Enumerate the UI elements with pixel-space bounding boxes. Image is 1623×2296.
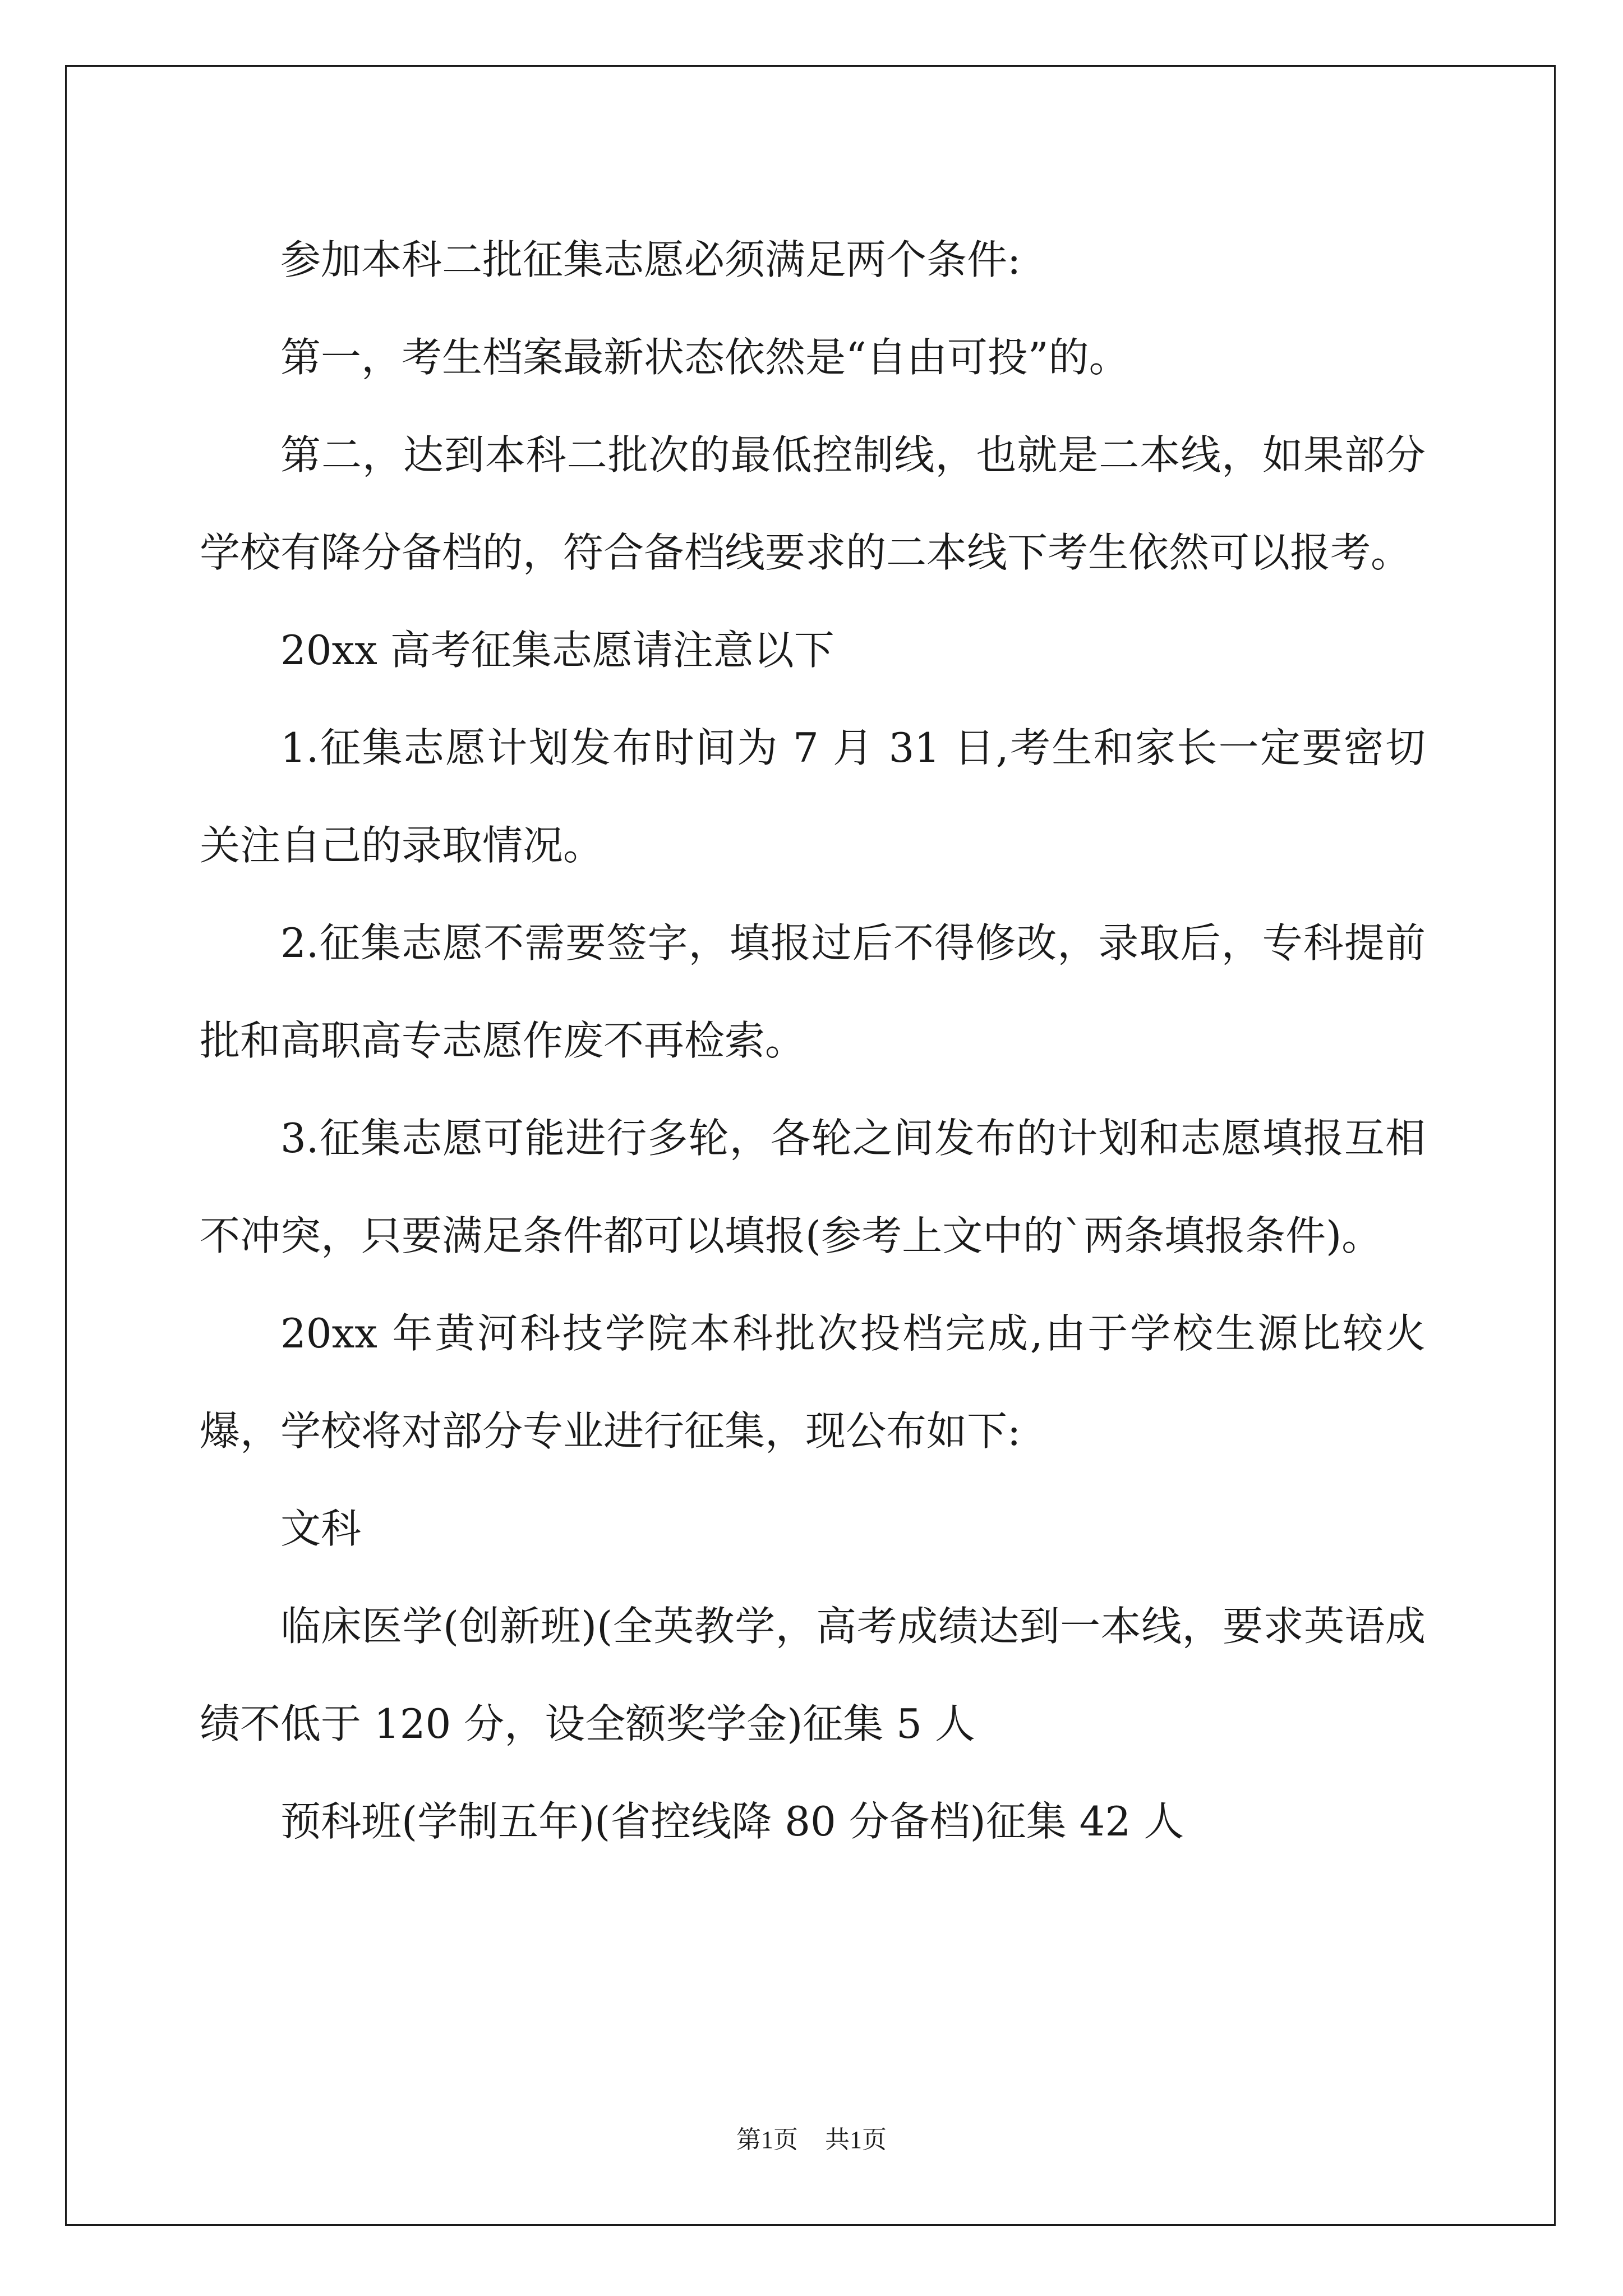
paragraph: 第二，达到本科二批次的最低控制线，也就是二本线，如果部分学校有降分备档的，符合备档线要求的二本线下考生依然可以报考。 — [200, 431, 1426, 576]
paragraph: 参加本科二批征集志愿必须满足两个条件: — [280, 236, 1021, 283]
paragraph: 临床医学(创新班)(全英教学，高考成绩达到一本线，要求英语成绩不低于 120 分，设全额奖学金)征集 5 人 — [200, 1603, 1426, 1747]
page-footer — [0, 2119, 1623, 2155]
paragraph: 20xx 年黄河科技学院本科批次投档完成,由于学校生源比较火爆，学校将对部分专业进行征集，现公布如下: — [200, 1310, 1426, 1455]
document-body — [200, 211, 1426, 1870]
paragraph: 1.征集志愿计划发布时间为 7 月 31 日,考生和家长一定要密切关注自己的录取情况。 — [200, 724, 1426, 869]
paragraph: 预科班(学制五年)(省控线降 80 分备档)征集 42 人 — [280, 1798, 1184, 1845]
paragraph: 3.征集志愿可能进行多轮，各轮之间发布的计划和志愿填报互相不冲突，只要满足条件都可以填报(参考上文中的`两条填报条件)。 — [200, 1115, 1426, 1259]
paragraph: 文科 — [280, 1505, 362, 1552]
page-total: 共1页 — [825, 2126, 887, 2154]
paragraph: 20xx 高考征集志愿请注意以下 — [280, 627, 834, 674]
page-number: 第1页 — [736, 2126, 798, 2154]
paragraph: 第一，考生档案最新状态依然是“自由可投”的。 — [280, 334, 1129, 381]
paragraph: 2.征集志愿不需要签字，填报过后不得修改，录取后，专科提前批和高职高专志愿作废不再检索。 — [200, 919, 1426, 1064]
